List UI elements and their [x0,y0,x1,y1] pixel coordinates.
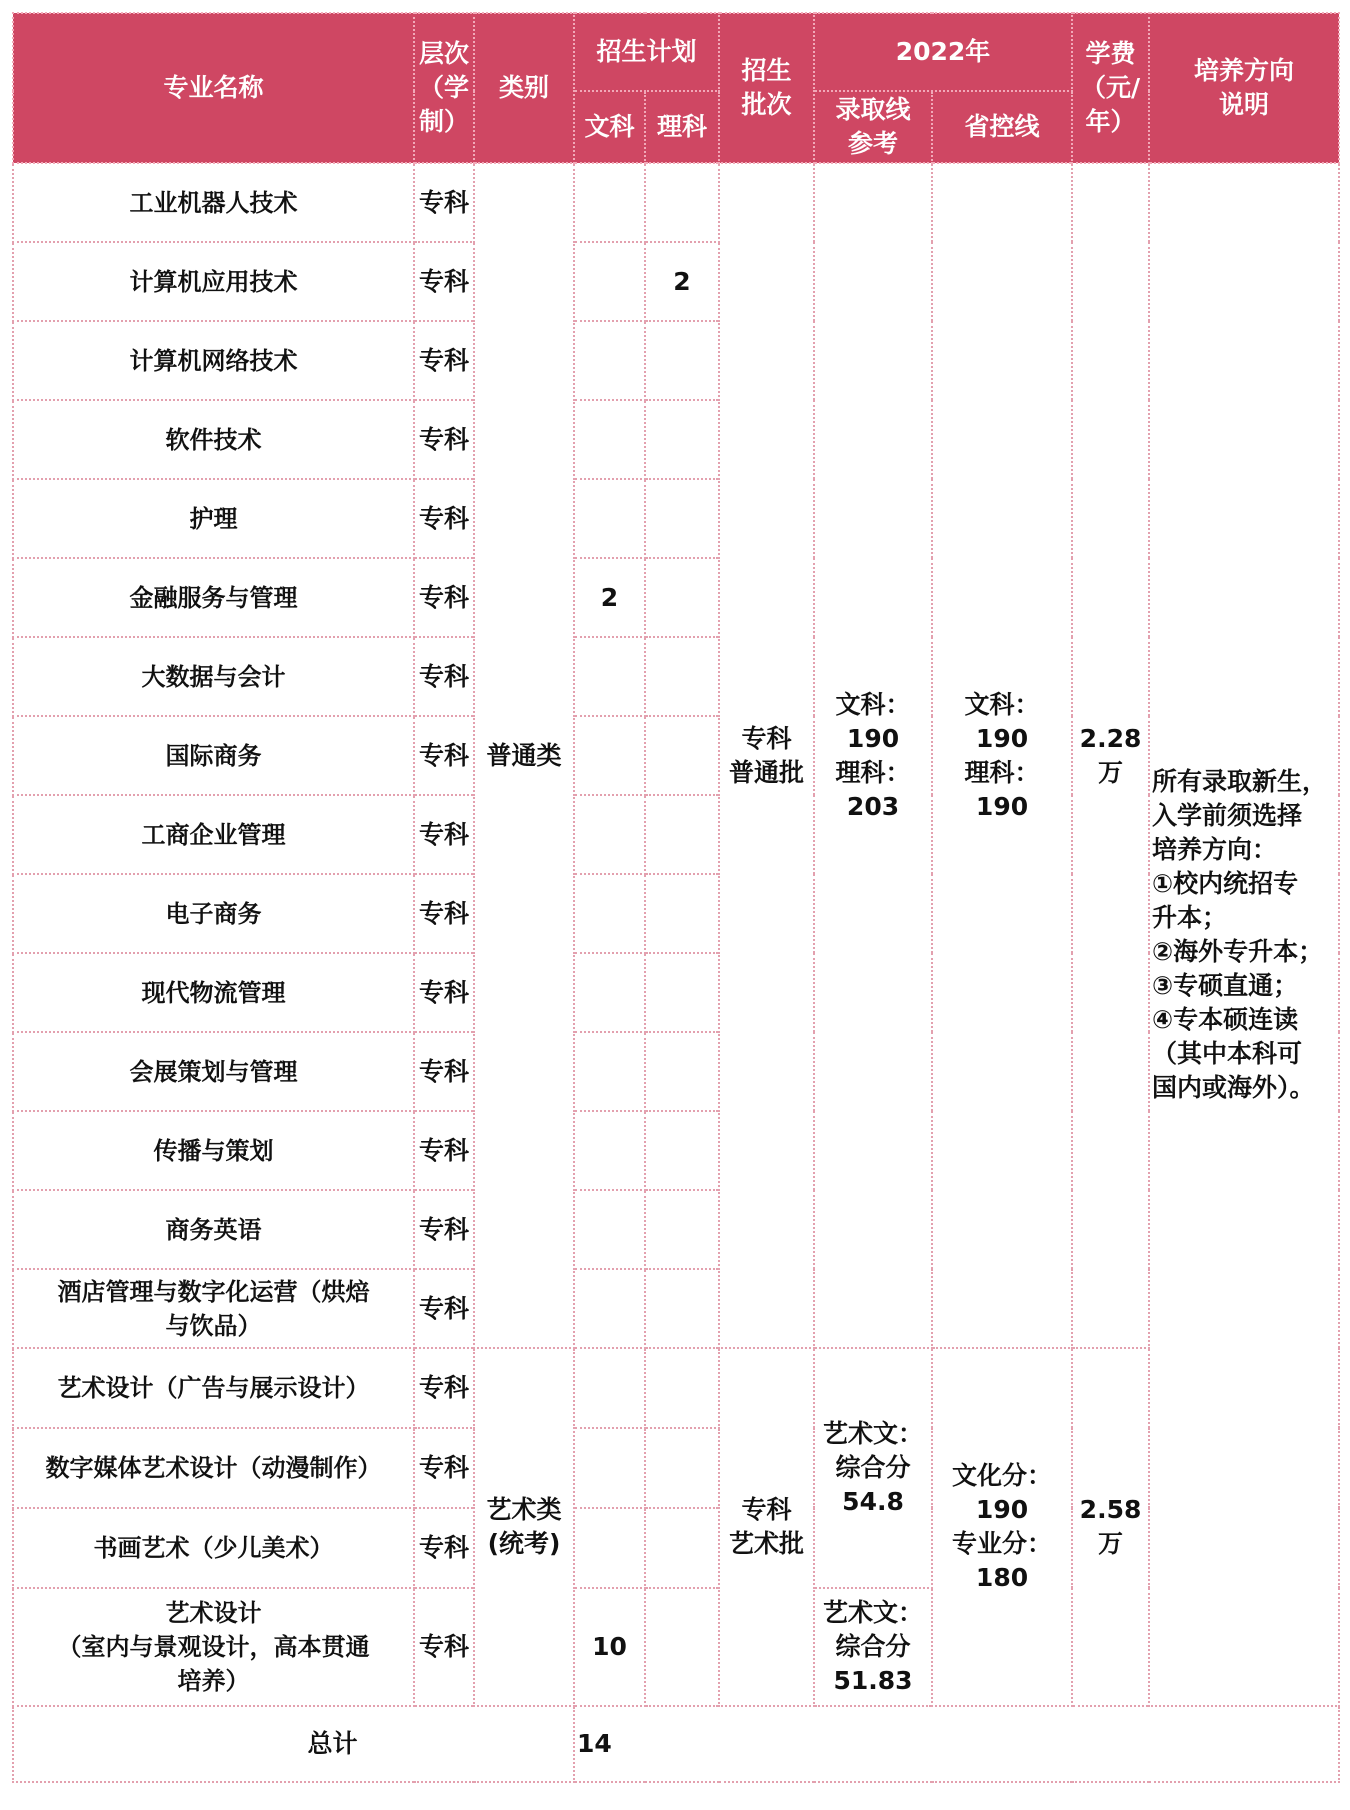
level-cell: 专科 [414,1032,474,1111]
tuition-art: 2.58 万 [1072,1348,1149,1706]
plan-like-cell [645,1588,719,1706]
plan-wenke-cell [574,1190,645,1269]
admission-plan-table [12,12,1340,1783]
plan-like-cell [645,1428,719,1508]
plan-wenke-cell [574,242,645,321]
tuition-general: 2.28 万 [1072,163,1149,1348]
direction-note: 所有录取新生， 入学前须选择 培养方向： ①校内统招专 升本； ②海外专升本； ③专硕直通； ④专本硕连读 （其中本科可 国内或海外）。 [1149,163,1339,1706]
plan-wenke-cell [574,1508,645,1588]
plan-wenke-cell [574,795,645,874]
level-cell: 专科 [414,1269,474,1348]
plan-like-cell [645,479,719,558]
plan-like-cell [645,1508,719,1588]
plan-wenke-cell [574,400,645,479]
major-name: 电子商务 [13,874,414,953]
header-plan-wenke: 文科 [574,91,645,163]
table-body [13,163,1339,1782]
major-name: 计算机应用技术 [13,242,414,321]
plan-like-cell [645,400,719,479]
level-cell: 专科 [414,874,474,953]
plan-wenke-cell [574,953,645,1032]
header-admission-ref: 录取线 参考 [814,91,932,163]
level-cell: 专科 [414,637,474,716]
plan-like-cell [645,716,719,795]
plan-like-cell [645,1190,719,1269]
major-name: 酒店管理与数字化运营（烘焙 与饮品） [13,1269,414,1348]
header-major: 专业名称 [13,13,414,163]
plan-like-cell [645,163,719,242]
admission-ref-general: 文科： 190 理科： 203 [814,163,932,1348]
header-category: 类别 [474,13,574,163]
header-province-line: 省控线 [932,91,1072,163]
plan-wenke-cell [574,1111,645,1190]
major-name: 传播与策划 [13,1111,414,1190]
header-level: 层次 （学 制） [414,13,474,163]
level-cell: 专科 [414,716,474,795]
batch-art: 专科 艺术批 [719,1348,814,1706]
major-name: 艺术设计（广告与展示设计） [13,1348,414,1428]
plan-wenke-cell [574,637,645,716]
admission-plan-table-wrapper [12,12,1338,1783]
plan-wenke-cell [574,1348,645,1428]
major-name: 国际商务 [13,716,414,795]
plan-wenke-cell: 2 [574,558,645,637]
level-cell: 专科 [414,1428,474,1508]
level-cell: 专科 [414,1348,474,1428]
plan-wenke-cell [574,716,645,795]
plan-like-cell [645,953,719,1032]
level-cell: 专科 [414,795,474,874]
plan-like-cell: 2 [645,242,719,321]
category-art: 艺术类 (统考) [474,1348,574,1706]
header-plan-like: 理科 [645,91,719,163]
header-batch: 招生 批次 [719,13,814,163]
level-cell: 专科 [414,1190,474,1269]
major-name: 现代物流管理 [13,953,414,1032]
batch-general: 专科 普通批 [719,163,814,1348]
level-cell: 专科 [414,558,474,637]
plan-wenke-cell [574,1428,645,1508]
level-cell: 专科 [414,1111,474,1190]
major-name: 会展策划与管理 [13,1032,414,1111]
major-name: 艺术设计 （室内与景观设计，高本贯通 培养） [13,1588,414,1706]
total-row [13,1706,1339,1782]
plan-wenke-cell [574,874,645,953]
major-name: 商务英语 [13,1190,414,1269]
table-header [13,13,1339,163]
plan-wenke-cell: 10 [574,1588,645,1706]
plan-wenke-cell [574,479,645,558]
major-name: 软件技术 [13,400,414,479]
major-name: 大数据与会计 [13,637,414,716]
level-cell: 专科 [414,953,474,1032]
category-general: 普通类 [474,163,574,1348]
level-cell: 专科 [414,163,474,242]
table-row [13,163,1339,242]
major-name: 工业机器人技术 [13,163,414,242]
major-name: 金融服务与管理 [13,558,414,637]
plan-like-cell [645,1111,719,1190]
header-tuition: 学费 （元/ 年） [1072,13,1149,163]
header-plan: 招生计划 [574,13,719,91]
plan-like-cell [645,558,719,637]
level-cell: 专科 [414,1508,474,1588]
province-line-art: 文化分： 190 专业分： 180 [932,1348,1072,1706]
level-cell: 专科 [414,400,474,479]
province-line-general: 文科： 190 理科： 190 [932,163,1072,1348]
total-value: 14 [574,1706,1339,1782]
plan-like-cell [645,637,719,716]
plan-wenke-cell [574,321,645,400]
plan-wenke-cell [574,1269,645,1348]
admission-ref-art-a: 艺术文： 综合分 54.8 [814,1348,932,1588]
level-cell: 专科 [414,1588,474,1706]
table-row [13,1348,1339,1428]
major-name: 计算机网络技术 [13,321,414,400]
header-year: 2022年 [814,13,1072,91]
plan-wenke-cell [574,1032,645,1111]
header-row-top [13,13,1339,91]
major-name: 工商企业管理 [13,795,414,874]
total-label: 总计 [13,1706,574,1782]
level-cell: 专科 [414,242,474,321]
plan-like-cell [645,321,719,400]
plan-wenke-cell [574,163,645,242]
major-name: 数字媒体艺术设计（动漫制作） [13,1428,414,1508]
level-cell: 专科 [414,321,474,400]
major-name: 书画艺术（少儿美术） [13,1508,414,1588]
plan-like-cell [645,1032,719,1111]
major-name: 护理 [13,479,414,558]
header-direction: 培养方向 说明 [1149,13,1339,163]
plan-like-cell [645,1269,719,1348]
plan-like-cell [645,874,719,953]
level-cell: 专科 [414,479,474,558]
plan-like-cell [645,1348,719,1428]
plan-like-cell [645,795,719,874]
admission-ref-art-b: 艺术文： 综合分 51.83 [814,1588,932,1706]
